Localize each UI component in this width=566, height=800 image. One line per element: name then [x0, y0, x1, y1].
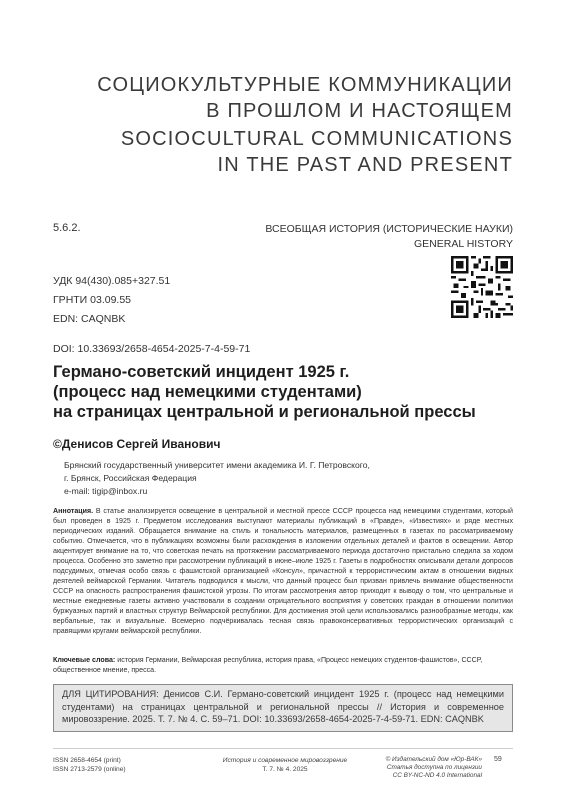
issn-online: ISSN 2713-2579 (online)	[53, 766, 126, 773]
author-affiliation	[64, 459, 370, 498]
keywords	[53, 655, 513, 675]
journal-title-en-line-2: IN THE PAST AND PRESENT	[217, 154, 513, 176]
rubric	[265, 222, 513, 252]
footer-issn	[53, 756, 126, 774]
keywords-text: история Германии, Веймарская республика, история права, «Процесс немецких студентов-фашистов», СССР, общественное мнение, пресса.	[53, 656, 483, 674]
rubric-ru: ВСЕОБЩАЯ ИСТОРИЯ (ИСТОРИЧЕСКИЕ НАУКИ)	[265, 223, 513, 235]
journal-title-ru-line-1: СОЦИОКУЛЬТУРНЫЕ КОММУНИКАЦИИ	[97, 74, 513, 96]
edn: EDN: CAQNBK	[53, 313, 126, 325]
citation-text: ДЛЯ ЦИТИРОВАНИЯ: Денисов С.И. Германо-советский инцидент 1925 г. (процесс над немецкими студентами) на страницах центральной и региональной прессы // История и современное мировоззрение. 2025. Т. 7. № 4. С. 59–71. DOI: 10.33693/2658-4654-2025-7-4-59-71. EDN: CAQNBK	[62, 689, 504, 725]
article-title-line-3: на страницах центральной и региональной прессы	[53, 403, 476, 421]
article-identifiers	[53, 272, 170, 329]
footer-journal	[200, 756, 370, 774]
article-title	[53, 362, 513, 422]
abstract	[53, 506, 513, 636]
udk: УДК 94(430).085+327.51	[53, 275, 171, 287]
footer-license-line-2: CC BY-NC-ND 4.0 International	[392, 772, 482, 779]
footer-divider	[53, 748, 513, 749]
specialty-code: 5.6.2.	[53, 222, 81, 234]
abstract-text: В статье анализируется освещение в центральной и местной прессе СССР процесса над немецкими студентами, который был проведен в 1925 г. Предметом исследования выступают материалы публикаций в «Правде», «Известиях» и ряде местных периодических изданий. Обращается внимание на стиль и тональность материалов, размещенных в газетах по рассматриваемому событию. Отмечается, что в публикациях возможны были расхождения в изложении отдельных деталей и фактов в освещении. Автор акцентирует внимание на то, что советская печать на протяжении рассматриваемого периода достаточно пристально следила за ходом процесса. Особенно это заметно при рассмотрении публикаций в июне–июле 1925 г. Газеты в подробностях описывали детали допросов подсудимых, отмечая особо связь с фашистской организацией «Консул», причастной к террористическим актам в отношении видных деятелей веймарской Германии. Читатель подводился к мысли, что данный процесс был призван привлечь внимание общественности СССР на опасность распространения фашистской угрозы. По итогам рассмотрения автор приходит к выводу о том, что центральные и местные ежедневные газеты активно участвовали в создании отрицательного восприятия у советских граждан в отношении политики буржуазных партий и властных структур Веймарской республики. Для достижения этой цели использовались разнообразные методы, как вербальные, так и визуальные. Всемерно подчёркивалась тесная связь правоконсервативных террористических организаций с правящими кругами веймарской республики.	[53, 507, 513, 635]
affiliation-city: г. Брянск, Российская Федерация	[64, 473, 197, 483]
author-email: e-mail: tigip@inbox.ru	[64, 486, 148, 496]
abstract-label: Аннотация.	[53, 507, 94, 515]
footer-journal-name: История и современное мировоззрение	[222, 757, 348, 764]
doi: DOI: 10.33693/2658-4654-2025-7-4-59-71	[53, 343, 251, 355]
article-title-line-2: (процесс над немецкими студентами)	[53, 383, 362, 401]
journal-title-en	[121, 126, 513, 178]
journal-title-en-line-1: SOCIOCULTURAL COMMUNICATIONS	[120, 128, 513, 150]
journal-title-ru	[97, 72, 513, 124]
rubric-en: GENERAL HISTORY	[413, 238, 513, 250]
footer-license-line-1: Статья доступна по лицензии	[386, 764, 482, 771]
footer-issue: Т. 7. № 4. 2025	[262, 766, 308, 773]
page-number: 59	[494, 756, 502, 763]
affiliation-university: Брянский государственный университет имени академика И. Г. Петровского,	[64, 460, 370, 470]
journal-title-ru-line-2: В ПРОШЛОМ И НАСТОЯЩЕМ	[206, 100, 513, 122]
article-title-line-1: Германо-советский инцидент 1925 г.	[53, 363, 350, 381]
footer-license	[378, 756, 482, 780]
citation-box	[53, 684, 513, 732]
qr-code-icon	[451, 256, 513, 318]
grnti: ГРНТИ 03.09.55	[53, 294, 132, 306]
issn-print: ISSN 2658-4654 (print)	[53, 757, 121, 764]
footer-publisher: © Издательский дом «Юр-ВАК»	[385, 756, 482, 763]
keywords-label: Ключевые слова:	[53, 656, 116, 664]
author-name: ©Денисов Сергей Иванович	[53, 437, 221, 451]
